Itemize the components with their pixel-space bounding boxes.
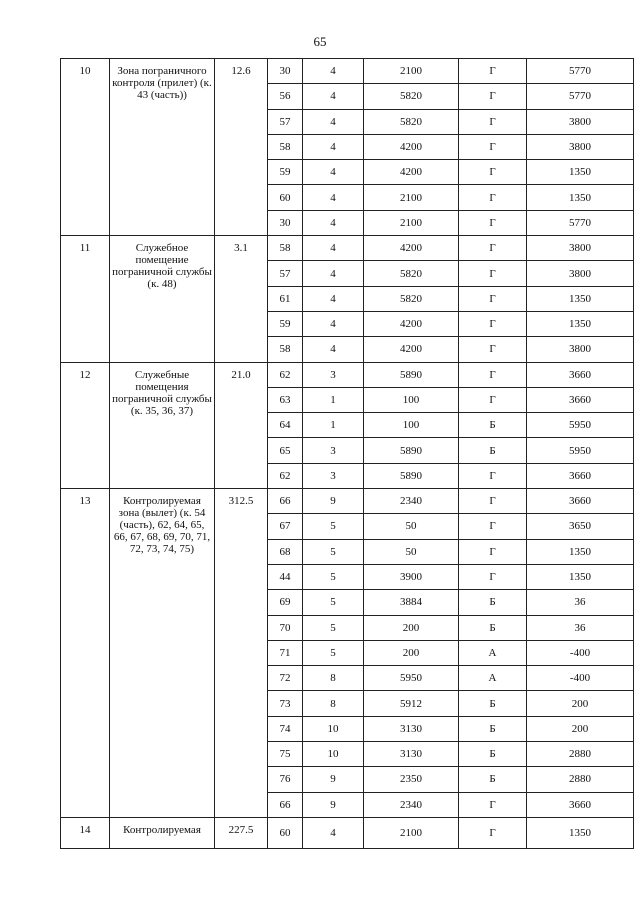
distance-cell: 5912 [364,691,459,716]
category-cell: А [459,666,527,691]
distance-cell: 2100 [364,185,459,210]
category-cell: Г [459,286,527,311]
point-number-cell: 57 [268,109,303,134]
category-cell: А [459,640,527,665]
category-cell: Б [459,716,527,741]
count-cell: 3 [303,362,364,387]
distance-cell: 4200 [364,160,459,185]
category-cell: Б [459,438,527,463]
value-cell: 5770 [527,84,634,109]
distance-cell: 2100 [364,817,459,848]
table-row [61,59,634,84]
count-cell: 5 [303,640,364,665]
distance-cell: 2340 [364,489,459,514]
distance-cell: 5890 [364,463,459,488]
zone-number-cell: 11 [61,236,110,362]
zone-name-cell: Контролируемая зона (вылет) (к. 54 (часть), 62, 64, 65, 66, 67, 68, 69, 70, 71, 72, 73, 74, 75) [110,489,215,818]
value-cell: 3660 [527,362,634,387]
value-cell: 3800 [527,337,634,362]
category-cell: Г [459,539,527,564]
value-cell: 1350 [527,817,634,848]
count-cell: 5 [303,539,364,564]
distance-cell: 5820 [364,109,459,134]
point-number-cell: 66 [268,489,303,514]
point-number-cell: 56 [268,84,303,109]
point-number-cell: 65 [268,438,303,463]
distance-cell: 200 [364,640,459,665]
zone-name-cell: Служебные помещения пограничной службы (к. 35, 36, 37) [110,362,215,488]
point-number-cell: 61 [268,286,303,311]
value-cell: 3660 [527,387,634,412]
category-cell: Г [459,489,527,514]
count-cell: 10 [303,716,364,741]
zone-area-cell: 312.5 [215,489,268,818]
value-cell: -400 [527,640,634,665]
zone-name-cell: Служебное помещение пограничной службы (к. 48) [110,236,215,362]
page-number: 65 [313,34,327,49]
value-cell: 3660 [527,489,634,514]
zone-number-cell: 10 [61,59,110,236]
count-cell: 4 [303,185,364,210]
distance-cell: 5820 [364,84,459,109]
count-cell: 4 [303,261,364,286]
distance-cell: 50 [364,514,459,539]
point-number-cell: 67 [268,514,303,539]
count-cell: 3 [303,463,364,488]
category-cell: Г [459,236,527,261]
category-cell: Г [459,337,527,362]
count-cell: 9 [303,792,364,817]
count-cell: 8 [303,691,364,716]
count-cell: 10 [303,742,364,767]
count-cell: 4 [303,134,364,159]
count-cell: 4 [303,236,364,261]
category-cell: Г [459,185,527,210]
value-cell: 5770 [527,210,634,235]
category-cell: Г [459,311,527,336]
category-cell: Б [459,413,527,438]
value-cell: 3800 [527,236,634,261]
zone-number-cell: 14 [61,817,110,848]
point-number-cell: 68 [268,539,303,564]
table-row [61,362,634,387]
point-number-cell: 60 [268,185,303,210]
point-number-cell: 73 [268,691,303,716]
category-cell: Г [459,514,527,539]
value-cell: 1350 [527,185,634,210]
category-cell: Г [459,59,527,84]
table-row [61,489,634,514]
distance-cell: 2100 [364,59,459,84]
value-cell: 1350 [527,160,634,185]
table-row [61,817,634,848]
distance-cell: 3130 [364,716,459,741]
distance-cell: 2350 [364,767,459,792]
point-number-cell: 59 [268,311,303,336]
category-cell: Г [459,463,527,488]
category-cell: Г [459,109,527,134]
count-cell: 4 [303,84,364,109]
count-cell: 4 [303,210,364,235]
value-cell: 1350 [527,311,634,336]
value-cell: 2880 [527,742,634,767]
point-number-cell: 62 [268,362,303,387]
distance-cell: 4200 [364,311,459,336]
value-cell: 5950 [527,438,634,463]
category-cell: Г [459,792,527,817]
category-cell: Б [459,742,527,767]
value-cell: 3660 [527,792,634,817]
value-cell: 2880 [527,767,634,792]
zone-number-cell: 12 [61,362,110,488]
distance-cell: 5890 [364,362,459,387]
zone-area-cell: 21.0 [215,362,268,488]
value-cell: 3650 [527,514,634,539]
point-number-cell: 57 [268,261,303,286]
point-number-cell: 58 [268,134,303,159]
point-number-cell: 66 [268,792,303,817]
category-cell: Б [459,691,527,716]
value-cell: -400 [527,666,634,691]
point-number-cell: 76 [268,767,303,792]
count-cell: 4 [303,286,364,311]
zone-area-cell: 12.6 [215,59,268,236]
count-cell: 4 [303,59,364,84]
value-cell: 3660 [527,463,634,488]
distance-cell: 5820 [364,286,459,311]
count-cell: 5 [303,590,364,615]
category-cell: Г [459,817,527,848]
zone-name-cell: Зона пограничного контроля (прилет) (к. 43 (часть)) [110,59,215,236]
count-cell: 9 [303,489,364,514]
count-cell: 4 [303,109,364,134]
count-cell: 5 [303,564,364,589]
distance-cell: 100 [364,413,459,438]
count-cell: 4 [303,160,364,185]
category-cell: Г [459,84,527,109]
point-number-cell: 44 [268,564,303,589]
value-cell: 1350 [527,539,634,564]
category-cell: Б [459,767,527,792]
count-cell: 8 [303,666,364,691]
value-cell: 3800 [527,261,634,286]
point-number-cell: 58 [268,236,303,261]
value-cell: 36 [527,615,634,640]
distance-cell: 200 [364,615,459,640]
point-number-cell: 74 [268,716,303,741]
point-number-cell: 63 [268,387,303,412]
point-number-cell: 58 [268,337,303,362]
distance-cell: 5890 [364,438,459,463]
value-cell: 200 [527,691,634,716]
category-cell: Г [459,261,527,286]
category-cell: Г [459,160,527,185]
value-cell: 5770 [527,59,634,84]
point-number-cell: 70 [268,615,303,640]
zone-number-cell: 13 [61,489,110,818]
point-number-cell: 30 [268,210,303,235]
count-cell: 1 [303,413,364,438]
category-cell: Г [459,362,527,387]
zone-name-cell: Контролируемая [110,817,215,848]
category-cell: Б [459,615,527,640]
value-cell: 1350 [527,564,634,589]
point-number-cell: 71 [268,640,303,665]
distance-cell: 3884 [364,590,459,615]
distance-cell: 50 [364,539,459,564]
category-cell: Г [459,134,527,159]
count-cell: 5 [303,615,364,640]
distance-cell: 2100 [364,210,459,235]
value-cell: 36 [527,590,634,615]
value-cell: 3800 [527,134,634,159]
zone-area-cell: 227.5 [215,817,268,848]
count-cell: 4 [303,817,364,848]
value-cell: 3800 [527,109,634,134]
category-cell: Г [459,210,527,235]
distance-cell: 4200 [364,134,459,159]
distance-cell: 4200 [364,236,459,261]
value-cell: 1350 [527,286,634,311]
point-number-cell: 60 [268,817,303,848]
table-row [61,236,634,261]
count-cell: 4 [303,337,364,362]
point-number-cell: 69 [268,590,303,615]
count-cell: 5 [303,514,364,539]
category-cell: Б [459,590,527,615]
zone-area-cell: 3.1 [215,236,268,362]
zones-table-body [61,59,634,849]
distance-cell: 100 [364,387,459,412]
point-number-cell: 62 [268,463,303,488]
distance-cell: 5820 [364,261,459,286]
zones-table [60,58,634,849]
value-cell: 200 [527,716,634,741]
point-number-cell: 30 [268,59,303,84]
point-number-cell: 59 [268,160,303,185]
count-cell: 1 [303,387,364,412]
category-cell: Г [459,387,527,412]
distance-cell: 5950 [364,666,459,691]
category-cell: Г [459,564,527,589]
count-cell: 3 [303,438,364,463]
count-cell: 4 [303,311,364,336]
point-number-cell: 72 [268,666,303,691]
distance-cell: 2340 [364,792,459,817]
point-number-cell: 64 [268,413,303,438]
value-cell: 5950 [527,413,634,438]
distance-cell: 3900 [364,564,459,589]
point-number-cell: 75 [268,742,303,767]
count-cell: 9 [303,767,364,792]
distance-cell: 4200 [364,337,459,362]
distance-cell: 3130 [364,742,459,767]
